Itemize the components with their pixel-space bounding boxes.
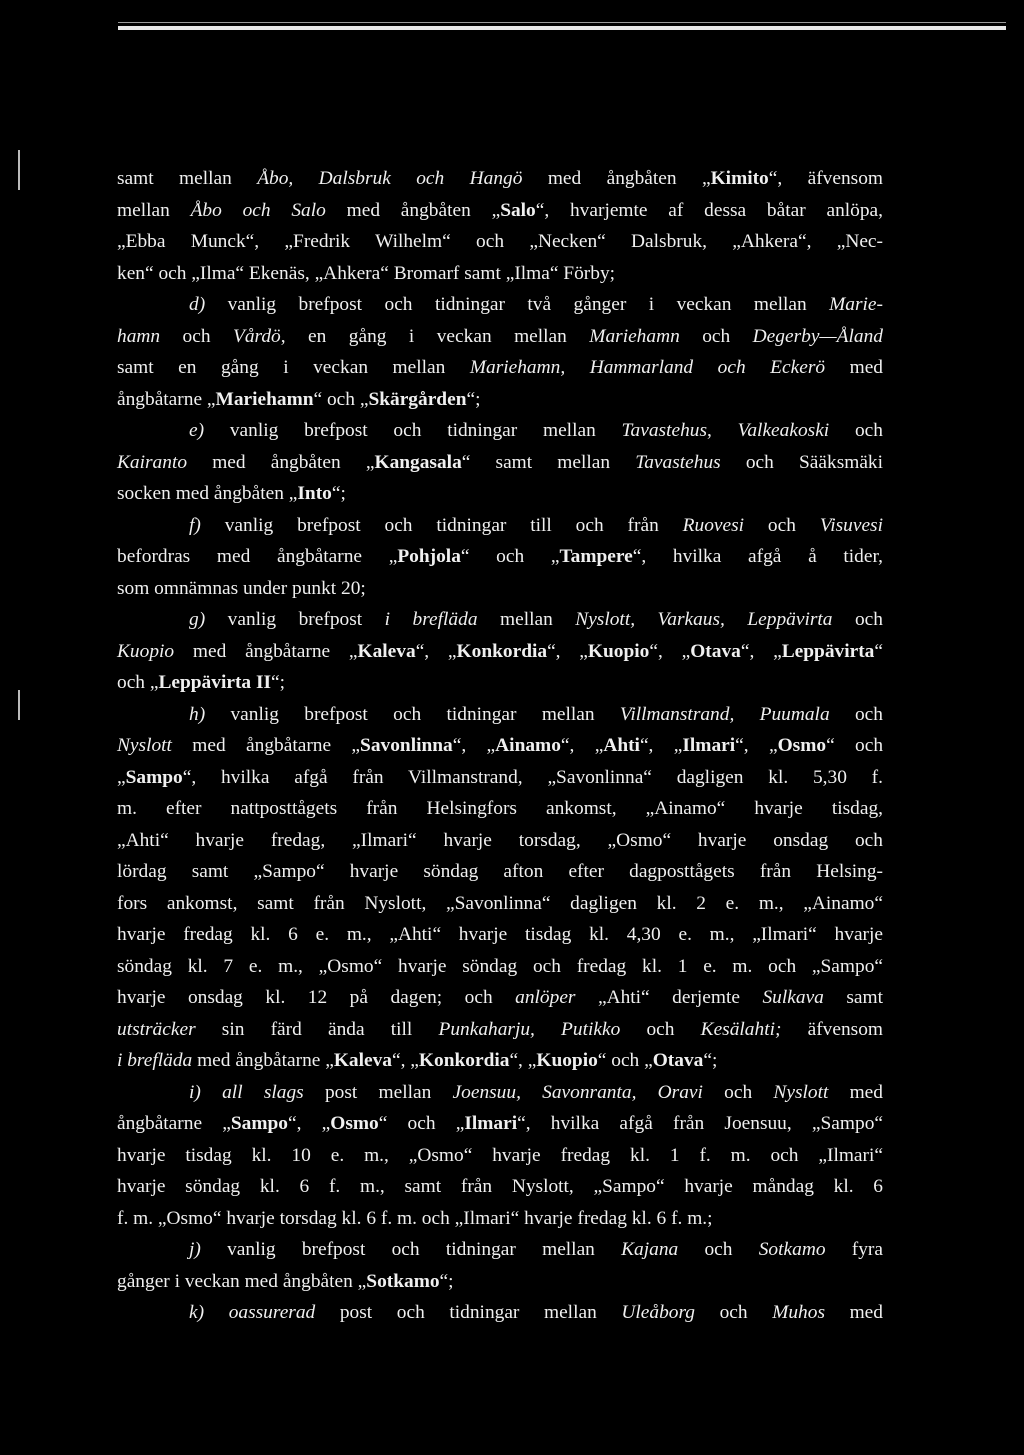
bold-text: Into xyxy=(297,483,332,504)
italic-text: Kesälahti; xyxy=(700,1018,782,1040)
text-line xyxy=(117,258,883,290)
scan-edge-mark xyxy=(18,150,20,190)
text-segment: med ångbåtarne „ xyxy=(171,735,361,756)
text-segment: äfvensom xyxy=(781,1018,883,1040)
text-segment: “ och xyxy=(826,735,884,756)
text-segment: vanlig brefpost och tidningar mellan xyxy=(200,1239,622,1260)
text-segment: samt mellan xyxy=(117,168,258,189)
bold-text: Salo xyxy=(500,199,536,221)
text-line xyxy=(117,951,883,983)
text-segment: samt xyxy=(823,987,883,1008)
italic-text: Vårdö xyxy=(232,325,281,347)
text-line xyxy=(117,447,883,479)
bold-text: Tampere xyxy=(559,546,633,567)
italic-text: Degerby—Åland xyxy=(752,325,883,347)
text-segment: fors ankomst, samt från Nyslott, „Savonlinna“ dagligen kl. 2 e. m., „Ainamo“ xyxy=(117,892,883,914)
italic-text: Mariehamn xyxy=(589,325,680,347)
top-rule-thin xyxy=(118,22,1006,23)
text-line xyxy=(117,667,883,699)
bold-text: Mariehamn xyxy=(215,388,314,410)
bold-text: Ainamo xyxy=(495,735,561,756)
text-segment: och xyxy=(829,420,883,441)
text-line xyxy=(117,888,883,920)
text-segment: som omnämnas under punkt 20; xyxy=(117,577,366,599)
top-rule xyxy=(118,26,1006,30)
text-segment: post och tidningar mellan xyxy=(315,1302,622,1323)
text-line xyxy=(117,1171,883,1203)
text-segment: “, hvilka afgå från Joensuu, „Sampo“ xyxy=(517,1113,883,1134)
text-segment: hvarje tisdag kl. 10 e. m., „Osmo“ hvarje fredag kl. 1 f. m. och „Ilmari“ xyxy=(117,1144,883,1166)
text-line xyxy=(117,1203,883,1235)
text-line xyxy=(117,1045,883,1077)
text-line xyxy=(117,289,883,321)
text-segment: med ångbåten „ xyxy=(187,451,375,473)
text-segment: ångbåtarne „ xyxy=(117,1113,231,1134)
text-segment: “ xyxy=(874,640,883,662)
italic-text: Åbo, Dalsbruk och Hangö xyxy=(257,168,523,189)
italic-text: Kajana xyxy=(621,1239,679,1260)
text-segment: “, „ xyxy=(547,640,588,662)
text-segment: “, hvilka afgå från Villmanstrand, „Savonlinna“ dagligen kl. 5,30 f. xyxy=(182,766,883,788)
bold-text: Kimito xyxy=(710,168,769,189)
text-segment: “, „ xyxy=(649,640,691,662)
text-line xyxy=(117,478,883,510)
text-segment: och xyxy=(744,514,820,536)
text-segment xyxy=(201,1082,222,1103)
text-line xyxy=(117,919,883,951)
text-segment: “ samt mellan xyxy=(461,451,636,473)
text-segment: “; xyxy=(271,672,286,693)
text-line xyxy=(117,982,883,1014)
italic-text: Joensuu, Savonranta, Oravi xyxy=(452,1081,703,1103)
bold-text: Pohjola xyxy=(397,546,461,567)
italic-text: e) xyxy=(189,420,205,441)
italic-text: Nyslott, Varkaus, Leppävirta xyxy=(575,609,833,630)
text-segment: och „ xyxy=(117,672,159,693)
italic-text: all slags xyxy=(222,1081,304,1103)
italic-text: Valkeakoski xyxy=(737,420,830,441)
italic-text: i brefläda xyxy=(384,609,478,630)
text-segment: “, „ xyxy=(735,735,778,756)
text-segment: med xyxy=(825,357,883,378)
bold-text: Sampo xyxy=(230,1113,288,1134)
text-segment: hvarje onsdag kl. 12 på dagen; och xyxy=(117,987,516,1008)
italic-text: Nyslott xyxy=(117,735,172,756)
italic-text: j) xyxy=(189,1239,201,1260)
text-segment: “, „ xyxy=(452,735,496,756)
italic-text: i brefläda xyxy=(117,1050,193,1071)
bold-text: Kuopio xyxy=(536,1050,598,1071)
text-line xyxy=(117,1140,883,1172)
italic-text: oassurerad xyxy=(228,1302,316,1323)
bold-text: Kuopio xyxy=(587,640,650,662)
text-segment: vanlig brefpost och tidningar mellan xyxy=(205,703,620,725)
text-segment: “ och „ xyxy=(597,1050,653,1071)
italic-text: d) xyxy=(189,294,206,315)
text-segment: med xyxy=(825,1302,883,1323)
italic-text: Åbo och Salo xyxy=(190,199,326,221)
text-segment: , en gång i veckan mellan xyxy=(280,325,590,347)
text-segment: vanlig brefpost och tidningar mellan xyxy=(204,420,622,441)
text-segment: med xyxy=(828,1081,883,1103)
text-segment: samt en gång i veckan mellan xyxy=(117,357,470,378)
text-segment: med ångbåtarne „ xyxy=(174,640,358,662)
italic-text: Punkaharju, Putikko xyxy=(438,1018,621,1040)
italic-text: Nyslott xyxy=(773,1081,829,1103)
text-segment: “, „ xyxy=(740,640,782,662)
text-line xyxy=(117,384,883,416)
text-segment: vanlig brefpost xyxy=(205,609,385,630)
text-line xyxy=(117,1014,883,1046)
text-line xyxy=(117,1266,883,1298)
bold-text: Savonlinna xyxy=(360,735,453,756)
text-line xyxy=(117,573,883,605)
text-line xyxy=(117,226,883,258)
bold-text: Sotkamo xyxy=(366,1270,440,1292)
text-segment: med ångbåtarne „ xyxy=(192,1050,334,1071)
bold-text: Ilmari xyxy=(464,1113,518,1134)
text-segment: och xyxy=(832,609,883,630)
text-segment: mellan xyxy=(477,609,576,630)
text-segment: mellan xyxy=(117,199,191,221)
italic-text: Marie- xyxy=(829,294,883,315)
bold-text: Konkordia xyxy=(456,640,548,662)
text-segment: och xyxy=(620,1018,701,1040)
text-segment: och Sääksmäki xyxy=(720,451,884,473)
scan-edge-mark xyxy=(18,690,20,720)
bold-text: Otava xyxy=(652,1050,704,1071)
text-segment: “, „ xyxy=(287,1113,331,1134)
text-line xyxy=(117,793,883,825)
text-segment: “, „ xyxy=(560,735,604,756)
text-segment: “, hvarjemte af dessa båtar anlöpa, xyxy=(535,199,883,221)
text-line xyxy=(117,510,883,542)
bold-text: Leppävirta xyxy=(781,640,875,662)
text-segment: “, äfvensom xyxy=(768,168,883,189)
page-text xyxy=(117,163,883,1329)
bold-text: Osmo xyxy=(777,735,827,756)
text-segment: med ångbåten „ xyxy=(522,168,711,189)
bold-text: Otava xyxy=(690,640,741,662)
text-segment: och xyxy=(694,1302,773,1323)
text-segment: , xyxy=(707,420,738,441)
italic-text: Tavastehus xyxy=(635,451,721,473)
italic-text: Ruovesi xyxy=(682,514,745,536)
italic-text: Sulkava xyxy=(762,987,824,1008)
text-segment: vanlig brefpost och tidningar två gånger i veckan mellan xyxy=(205,294,830,315)
text-segment: fyra xyxy=(825,1239,883,1260)
text-segment: „ xyxy=(117,766,126,788)
text-line xyxy=(117,321,883,353)
italic-text: Visuvesi xyxy=(819,514,883,536)
text-segment: “, „ xyxy=(415,640,457,662)
text-segment: vanlig brefpost och tidningar till och från xyxy=(200,514,683,536)
text-segment: f. m. „Osmo“ hvarje torsdag kl. 6 f. m. och „Ilmari“ hvarje fredag kl. 6 f. m.; xyxy=(117,1207,713,1229)
text-segment: post mellan xyxy=(303,1081,453,1103)
italic-text: h) xyxy=(189,703,206,725)
text-segment: söndag kl. 7 e. m., „Osmo“ hvarje söndag och fredag kl. 1 e. m. och „Sampo“ xyxy=(117,955,883,977)
text-line xyxy=(117,856,883,888)
italic-text: Tavastehus xyxy=(621,420,708,441)
text-segment: “, „ xyxy=(509,1050,537,1071)
text-segment xyxy=(204,1302,229,1323)
italic-text: Uleåborg xyxy=(621,1302,695,1323)
text-line xyxy=(117,195,883,227)
bold-text: Kaleva xyxy=(357,640,416,662)
text-line xyxy=(117,699,883,731)
text-line xyxy=(117,604,883,636)
text-segment: och xyxy=(702,1081,774,1103)
text-line xyxy=(117,1234,883,1266)
text-segment: m. efter nattposttågets från Helsingfors ankomst, „Ainamo“ hvarje tisdag, xyxy=(117,798,883,819)
text-segment: lördag samt „Sampo“ hvarje söndag afton efter dagposttågets från Helsing- xyxy=(117,861,883,882)
text-segment: hvarje söndag kl. 6 f. m., samt från Nyslott, „Sampo“ hvarje måndag kl. 6 xyxy=(117,1176,883,1197)
text-line xyxy=(117,1108,883,1140)
bold-text: Ilmari xyxy=(682,735,736,756)
text-line xyxy=(117,163,883,195)
text-segment: “, hvilka afgå å tider, xyxy=(632,546,883,567)
italic-text: Mariehamn, Hammarland och Eckerö xyxy=(469,357,826,378)
text-segment: med ångbåten „ xyxy=(325,199,501,221)
italic-text: hamn xyxy=(117,325,161,347)
text-segment: “, „ xyxy=(639,735,683,756)
italic-text: f) xyxy=(189,514,201,536)
text-line xyxy=(117,352,883,384)
text-segment: “ och „ xyxy=(313,388,369,410)
bold-text: Kangasala xyxy=(374,451,462,473)
text-segment: „Ebba Munck“, „Fredrik Wilhelm“ och „Necken“ Dalsbruk, „Ahkera“, „Nec- xyxy=(117,231,883,252)
text-segment: och xyxy=(829,703,883,725)
text-line xyxy=(117,415,883,447)
bold-text: Osmo xyxy=(330,1113,379,1134)
italic-text: g) xyxy=(189,609,206,630)
italic-text: Kairanto xyxy=(117,451,188,473)
text-segment: „Ahti“ hvarje fredag, „Ilmari“ hvarje torsdag, „Osmo“ hvarje onsdag och xyxy=(117,829,883,851)
italic-text: utsträcker xyxy=(117,1018,196,1040)
text-segment: hvarje fredag kl. 6 e. m., „Ahti“ hvarje tisdag kl. 4,30 e. m., „Ilmari“ hvarje xyxy=(117,924,883,945)
italic-text: k) xyxy=(189,1302,205,1323)
bold-text: Konkordia xyxy=(418,1050,510,1071)
text-segment: “ och „ xyxy=(460,546,560,567)
text-segment: befordras med ångbåtarne „ xyxy=(117,546,398,567)
italic-text: anlöper xyxy=(515,987,576,1008)
text-line xyxy=(117,762,883,794)
text-segment: ken“ och „Ilma“ Ekenäs, „Ahkera“ Bromarf samt „Ilma“ Förby; xyxy=(117,262,616,284)
text-line xyxy=(117,636,883,668)
italic-text: Muhos xyxy=(772,1302,825,1323)
text-segment: gånger i veckan med ångbåten „ xyxy=(117,1270,367,1292)
text-segment: och xyxy=(678,1239,759,1260)
text-segment: och xyxy=(679,325,753,347)
text-segment: ångbåtarne „ xyxy=(117,388,216,410)
italic-text: Villmanstrand, Puumala xyxy=(619,703,830,725)
text-line xyxy=(117,1077,883,1109)
text-segment: och xyxy=(160,325,233,347)
text-segment: “; xyxy=(331,483,346,504)
text-segment: “; xyxy=(439,1270,454,1292)
text-line xyxy=(117,1297,883,1329)
bold-text: Sampo xyxy=(125,766,183,788)
text-line xyxy=(117,825,883,857)
text-segment: „Ahti“ derjemte xyxy=(575,987,763,1008)
bold-text: Leppävirta II xyxy=(158,672,272,693)
text-segment: socken med ångbåten „ xyxy=(117,483,298,504)
bold-text: Skärgården xyxy=(368,388,467,410)
bold-text: Kaleva xyxy=(333,1050,392,1071)
text-segment: “, „ xyxy=(392,1050,419,1071)
text-segment: “ och „ xyxy=(378,1113,465,1134)
text-line xyxy=(117,730,883,762)
text-segment: “; xyxy=(703,1050,718,1071)
italic-text: i) xyxy=(189,1081,201,1103)
italic-text: Sotkamo xyxy=(758,1239,826,1260)
bold-text: Ahti xyxy=(603,735,640,756)
text-line xyxy=(117,541,883,573)
text-segment: “; xyxy=(466,388,481,410)
text-segment: sin färd ända till xyxy=(195,1018,439,1040)
italic-text: Kuopio xyxy=(117,640,175,662)
